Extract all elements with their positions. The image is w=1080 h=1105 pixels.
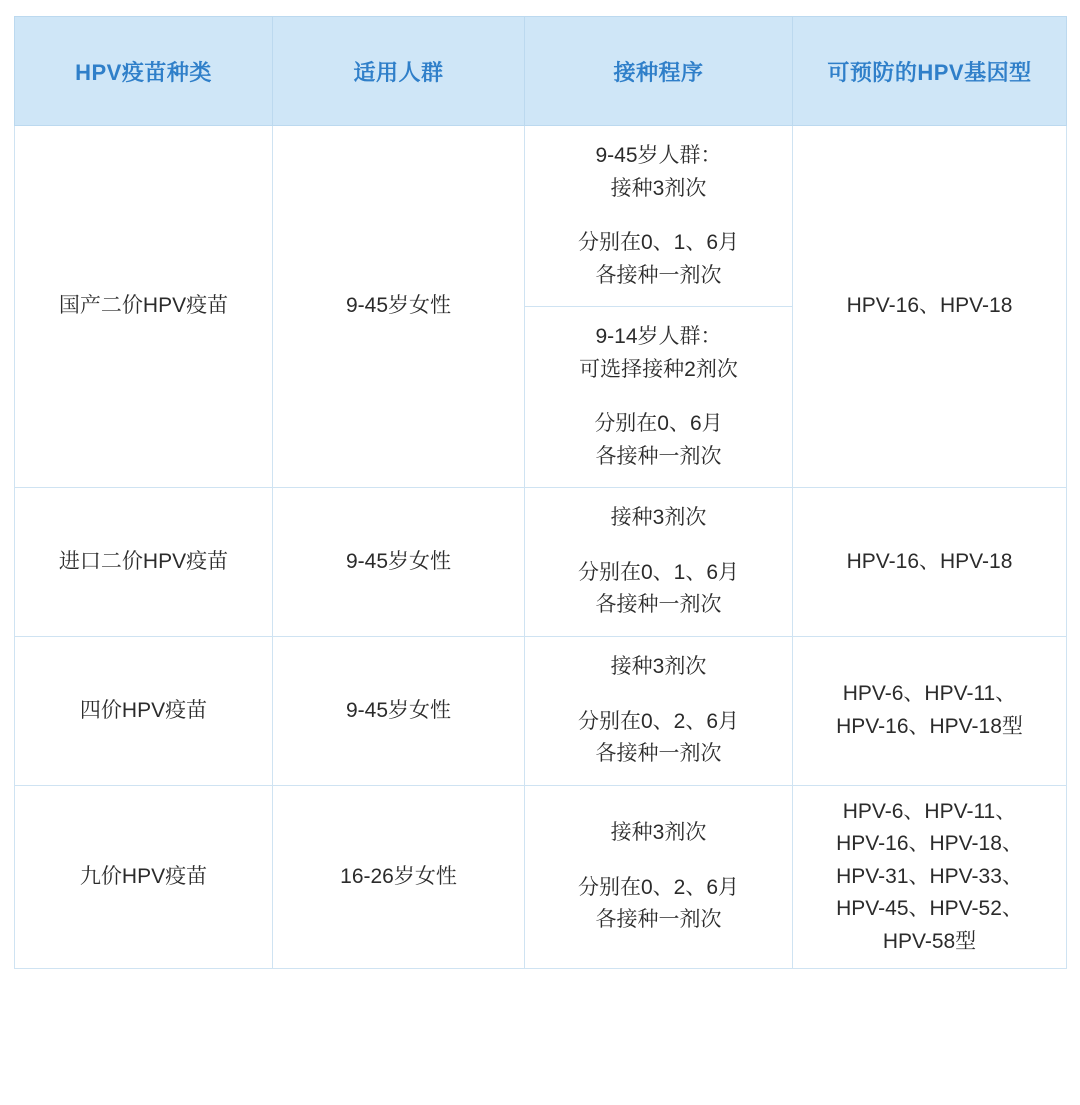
schedule-line: 各接种一剂次 — [595, 263, 722, 287]
genotype-line: HPV-31、HPV-33、 — [836, 864, 1023, 888]
schedule-paragraph — [531, 227, 786, 292]
schedule-line: 各接种一剂次 — [595, 593, 722, 617]
schedule-paragraph — [531, 817, 786, 850]
schedule-paragraph — [531, 321, 786, 386]
schedule-paragraph — [531, 408, 786, 473]
genotype-line: HPV-58型 — [882, 929, 977, 953]
genotype-line: HPV-6、HPV-11、 — [842, 682, 1017, 706]
cell-preventable-genotypes — [793, 637, 1067, 786]
schedule-paragraph — [531, 502, 786, 535]
schedule-line: 分别在0、1、6月 — [577, 231, 740, 255]
column-header-vaccination-schedule: 接种程序 — [525, 17, 793, 126]
schedule-line: 分别在0、1、6月 — [577, 560, 740, 584]
table-row — [15, 126, 1067, 488]
schedule-block — [525, 126, 792, 306]
schedule-line: 9-14岁人群： — [595, 325, 722, 349]
cell-vaccination-schedule — [525, 785, 793, 969]
schedule-paragraph — [531, 706, 786, 771]
table-row — [15, 488, 1067, 637]
cell-vaccination-schedule — [525, 637, 793, 786]
schedule-line: 各接种一剂次 — [595, 444, 722, 468]
schedule-line: 各接种一剂次 — [595, 742, 722, 766]
hpv-vaccine-table — [14, 16, 1067, 969]
column-header-target-population: 适用人群 — [273, 17, 525, 126]
cell-target-population: 9-45岁女性 — [273, 488, 525, 637]
cell-vaccine-type: 四价HPV疫苗 — [15, 637, 273, 786]
column-header-vaccine-type: HPV疫苗种类 — [15, 17, 273, 126]
schedule-paragraph — [531, 651, 786, 684]
schedule-block — [525, 637, 792, 785]
genotype-lines — [801, 546, 1058, 579]
table-row — [15, 637, 1067, 786]
genotype-line: HPV-16、HPV-18 — [846, 294, 1013, 318]
schedule-paragraph — [531, 140, 786, 205]
genotype-line: HPV-16、HPV-18型 — [836, 714, 1023, 738]
schedule-line: 各接种一剂次 — [595, 908, 722, 932]
cell-preventable-genotypes — [793, 785, 1067, 969]
cell-preventable-genotypes — [793, 488, 1067, 637]
schedule-paragraph — [531, 557, 786, 622]
cell-vaccination-schedule — [525, 126, 793, 488]
cell-target-population: 16-26岁女性 — [273, 785, 525, 969]
cell-vaccine-type: 进口二价HPV疫苗 — [15, 488, 273, 637]
schedule-block — [525, 803, 792, 951]
schedule-line: 分别在0、2、6月 — [577, 709, 740, 733]
schedule-line: 可选择接种2剂次 — [579, 357, 738, 381]
cell-target-population: 9-45岁女性 — [273, 126, 525, 488]
cell-vaccination-schedule — [525, 488, 793, 637]
schedule-block — [525, 306, 792, 487]
table-body — [15, 126, 1067, 969]
schedule-block — [525, 488, 792, 636]
schedule-line: 接种3剂次 — [610, 176, 707, 200]
schedule-line: 分别在0、2、6月 — [577, 875, 740, 899]
genotype-line: HPV-45、HPV-52、 — [836, 897, 1023, 921]
schedule-line: 9-45岁人群： — [595, 144, 722, 167]
schedule-line: 分别在0、6月 — [594, 412, 723, 436]
table-row — [15, 785, 1067, 969]
genotype-lines — [801, 290, 1058, 323]
cell-vaccine-type: 九价HPV疫苗 — [15, 785, 273, 969]
genotype-line: HPV-6、HPV-11、 — [842, 799, 1017, 823]
schedule-line: 接种3剂次 — [610, 655, 707, 679]
genotype-lines — [801, 796, 1058, 959]
table-header-row — [15, 17, 1067, 126]
cell-vaccine-type: 国产二价HPV疫苗 — [15, 126, 273, 488]
cell-target-population: 9-45岁女性 — [273, 637, 525, 786]
genotype-lines — [801, 678, 1058, 743]
genotype-line: HPV-16、HPV-18、 — [836, 832, 1023, 856]
schedule-paragraph — [531, 872, 786, 937]
genotype-line: HPV-16、HPV-18 — [846, 549, 1013, 573]
schedule-line: 接种3剂次 — [610, 506, 707, 530]
table-header — [15, 17, 1067, 126]
cell-preventable-genotypes — [793, 126, 1067, 488]
column-header-preventable-genotypes: 可预防的HPV基因型 — [793, 17, 1067, 126]
schedule-line: 接种3剂次 — [610, 821, 707, 845]
